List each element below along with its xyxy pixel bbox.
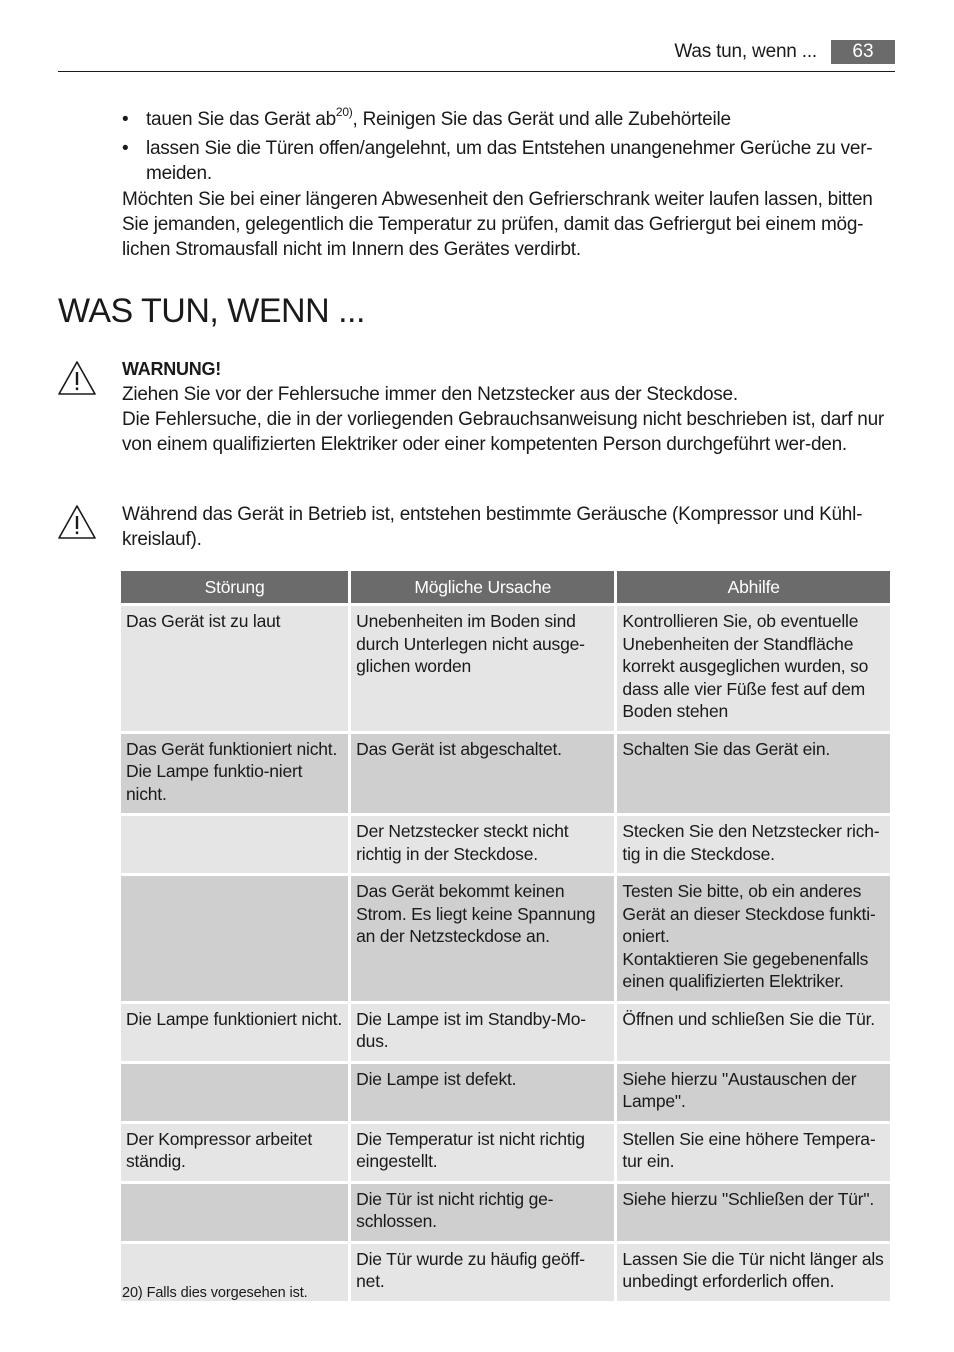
table-cell: Schalten Sie das Gerät ein.	[617, 734, 890, 817]
troubleshooting-table	[118, 571, 893, 1304]
table-cell: Testen Sie bitte, ob ein anderes Gerät an dieser Steckdose funkti-oniert. Kontaktieren Sie gegebenenfalls einen qualifizierten Elektriker.	[617, 876, 890, 1004]
table-row	[121, 1064, 890, 1124]
table-cell: Siehe hierzu "Austauschen der Lampe".	[617, 1064, 890, 1124]
bullet-item	[122, 136, 897, 186]
bullet-icon: •	[122, 109, 129, 130]
table-header-row	[121, 571, 890, 606]
bullet-text-cont: , Reinigen Sie das Gerät und alle Zubehörteile	[352, 109, 731, 130]
warning-line-1: Ziehen Sie vor der Fehlersuche immer den Netzstecker aus der Steckdose.	[122, 384, 738, 405]
footnote-ref: 20)	[335, 104, 353, 119]
column-header: Mögliche Ursache	[351, 571, 614, 606]
table-cell	[121, 1064, 348, 1124]
table-cell: Lassen Sie die Tür nicht länger als unbedingt erforderlich offen.	[617, 1244, 890, 1304]
table-cell: Die Lampe funktioniert nicht.	[121, 1004, 348, 1064]
table-cell: Die Tür ist nicht richtig ge-schlossen.	[351, 1184, 614, 1244]
bullet-text: tauen Sie das Gerät ab	[146, 109, 336, 130]
table-row	[121, 816, 890, 876]
section-title: Was tun, wenn ...	[674, 41, 817, 62]
table-cell: Das Gerät funktioniert nicht. Die Lampe funktio-niert nicht.	[121, 734, 348, 817]
table-cell: Die Tür wurde zu häufig geöff-net.	[351, 1244, 614, 1304]
bullet-text: lassen Sie die Türen offen/angelehnt, um das Entstehen unangenehmer Gerüche zu ver-meiden.	[146, 138, 873, 184]
caution-triangle-icon	[57, 504, 97, 540]
page-number: 63	[831, 40, 895, 64]
table-row	[121, 734, 890, 817]
bullet-item	[122, 104, 897, 132]
table-cell: Öffnen und schließen Sie die Tür.	[617, 1004, 890, 1064]
warning-title: WARNUNG!	[122, 359, 221, 379]
warning-line-2: Die Fehlersuche, die in der vorliegenden Gebrauchsanweisung nicht beschrieben ist, darf nur von einem qualifizierten Elektriker oder einer kompetenten Person durchgeführt wer-den.	[122, 409, 884, 455]
warning-triangle-icon	[57, 360, 97, 396]
table-cell: Die Lampe ist im Standby-Mo-dus.	[351, 1004, 614, 1064]
table-row	[121, 1004, 890, 1064]
table-cell: Der Kompressor arbeitet ständig.	[121, 1124, 348, 1184]
bullet-icon: •	[122, 138, 129, 159]
table-cell: Das Gerät ist abgeschaltet.	[351, 734, 614, 817]
table-cell	[121, 816, 348, 876]
warning-block	[122, 357, 897, 457]
table-cell	[121, 1184, 348, 1244]
caution-note: Während das Gerät in Betrieb ist, entstehen bestimmte Geräusche (Kompressor und Kühl-kreislauf).	[122, 504, 863, 550]
table-cell: Kontrollieren Sie, ob eventuelle Unebenheiten der Standfläche korrekt ausgeglichen wurden, so dass alle vier Füße fest auf dem Boden stehen	[617, 606, 890, 734]
table-cell: Das Gerät bekommt keinen Strom. Es liegt keine Spannung an der Netzsteckdose an.	[351, 876, 614, 1004]
table-cell: Stellen Sie eine höhere Tempera-tur ein.	[617, 1124, 890, 1184]
table-row	[121, 1124, 890, 1184]
body-paragraph: Möchten Sie bei einer längeren Abwesenheit den Gefrierschrank weiter laufen lassen, bitten Sie jemanden, gelegentlich die Temperatur zu prüfen, damit das Gefriergut bei einem mög-lichen Stromausfall nicht im Innern des Gerätes verdirbt.	[122, 189, 873, 260]
table-cell	[121, 876, 348, 1004]
bullet-list	[122, 104, 897, 186]
table-cell: Unebenheiten im Boden sind durch Unterlegen nicht ausge-glichen worden	[351, 606, 614, 734]
footnote: 20) Falls dies vorgesehen ist.	[122, 1285, 308, 1301]
table-cell: Die Temperatur ist nicht richtig eingestellt.	[351, 1124, 614, 1184]
column-header: Abhilfe	[617, 571, 890, 606]
table-row	[121, 876, 890, 1004]
section-heading: WAS TUN, WENN ...	[58, 292, 365, 330]
table-cell: Stecken Sie den Netzstecker rich-tig in die Steckdose.	[617, 816, 890, 876]
table-cell: Das Gerät ist zu laut	[121, 606, 348, 734]
table-row	[121, 606, 890, 734]
table-cell: Die Lampe ist defekt.	[351, 1064, 614, 1124]
table-row	[121, 1184, 890, 1244]
page-header	[58, 40, 895, 72]
table-cell: Siehe hierzu "Schließen der Tür".	[617, 1184, 890, 1244]
table-cell: Der Netzstecker steckt nicht richtig in der Steckdose.	[351, 816, 614, 876]
column-header: Störung	[121, 571, 348, 606]
